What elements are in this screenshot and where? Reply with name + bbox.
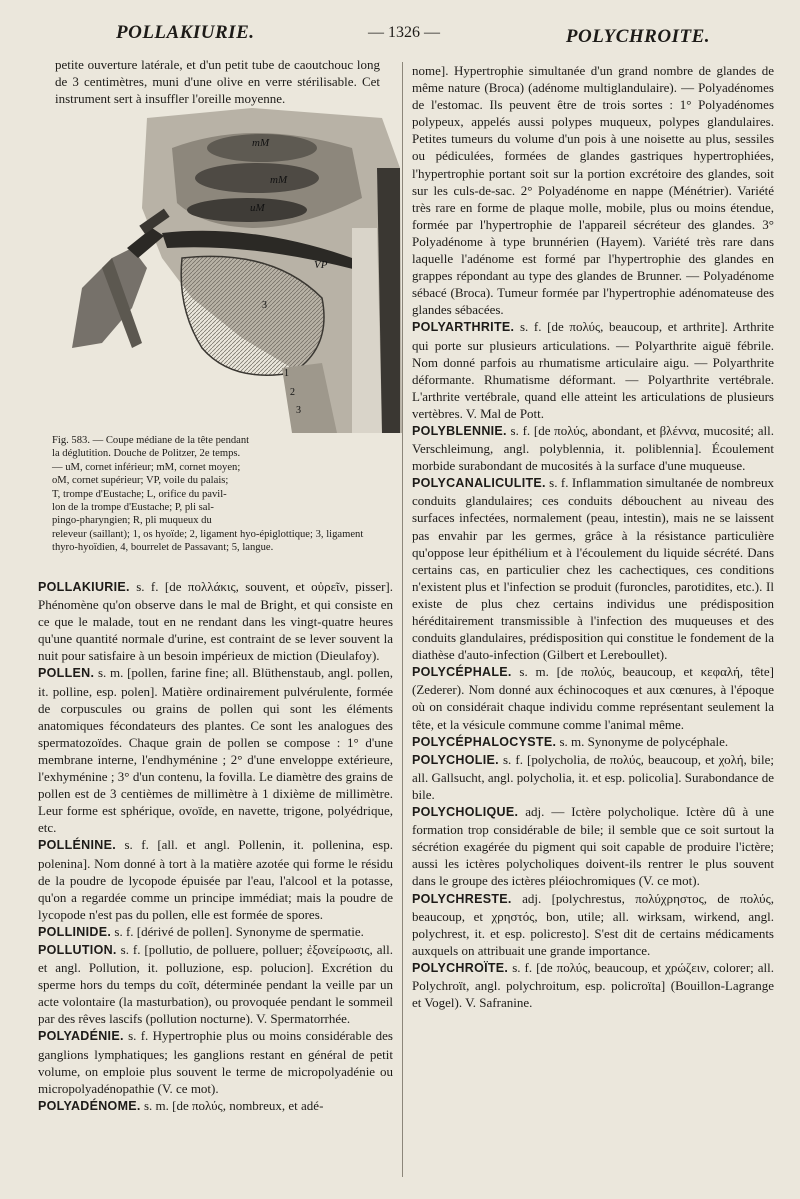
label-2: 2 (290, 387, 295, 398)
caption-line: — uM, cornet inférieur; mM, cornet moyen; (52, 461, 241, 473)
entry-headword: POLYCHOLIE. (412, 752, 499, 767)
entry-headword: POLYCÉPHALOCYSTE. (412, 734, 557, 749)
entry-definition: s. f. [de πολλάκις, souvent, et οὐρεῖν, pisser]. Phénomène qu'on observe dans le mal de Bright, et qui consiste en ce que le malade, tout en ne rendant dans les vingt-quatre heures qu'une quantité normale d'urine, est contraint de se lever souvent la nuit pour satisfaire à un besoin impérieux de miction (Dieulafoy). (38, 579, 393, 664)
entry-definition: s. m. [de πολύς, nombreux, et adé- (140, 1097, 324, 1113)
entry-headword: POLLAKIURIE. (38, 580, 130, 594)
dictionary-entry (412, 751, 774, 803)
entry-definition: s. f. [de πολύς, beaucoup, et χρώζειν, colorer; all. Polychroït, angl. polychroitum, esp. policroïta] (Bouillon-Lagrange et Vogel). V. Safranine. (412, 959, 774, 1011)
label-mM: mM (270, 174, 288, 186)
page-number: — 1326 — (368, 24, 440, 41)
entry-definition: s. m. [pollen, farine fine; all. Blüthenstaub, angl. pollen, it. polline, esp. polen]. Matière ordinairement pulvérulente, formée de corpuscules ou grains de pollen qui sont les éléments anatomiques fécondateurs des plantes. Ce sont les analogues des spermatozoïdes. Chaque grain de pollen se compose : 1° d'une membrane interne, l'endhyménine ; 2° d'une enveloppe extérieure, l'exhyménine ; 3° d'un contenu, la fovilla. Le diamètre des grains de pollen est de 3 centièmes de millimètre à 1 dixième de millimètre. Leur forme est sphérique, ovoïde, en navette, trigone, polyédrique, etc. (38, 665, 393, 836)
left-column (38, 578, 393, 1115)
dictionary-entry (412, 733, 774, 751)
caption-line: T, trompe d'Eustache; L, orifice du pavil- (52, 488, 227, 500)
dictionary-entry (412, 803, 774, 889)
entry-headword: POLYADÉNIE. (38, 1029, 124, 1044)
entry-definition: s. f. [all. et angl. Pollenin, it. pollenina, esp. polenina]. Nom donné à tort à la matière azotée qui forme le résidu de la poudre de lycopode épuisée par l'eau, l'alcool et la potasse, qu'on a regardée comme un principe immédiat; mais la poudre de lycopode n'est pas du pollen, elle est formée de spores. (38, 837, 393, 922)
dictionary-entry (38, 1027, 393, 1096)
caption-line: pingo-pharyngien; R, pli muqueux du (52, 515, 212, 527)
entry-definition: s. f. [polycholia, de πολύς, beaucoup, et χολή, bile; all. Gallsucht, angl. polycholia, it. et esp. policolia]. Surabondance de bile. (412, 751, 774, 802)
dictionary-entry (38, 941, 393, 1027)
label-1: 1 (284, 368, 289, 379)
dictionary-entry (412, 422, 774, 474)
entry-headword: POLLEN. (38, 666, 95, 681)
entry-definition: adj. — Ictère polycholique. Ictère dû à une formation trop considérable de bile; il semble que ce soit surtout la sécrétion exagérée du pigment qui soit capable de produire l'ictère; aussi les ictères polycholiques doivent-ils rentrer le plus souvent dans le groupe des ictères pléiochromiques (V. ce mot). (412, 804, 774, 889)
continued-paragraph: petite ouverture latérale, et d'un petit tube de caoutchouc long de 3 centimètres, muni d'une olive en verre stérilisable. Cet instrument sert à insuffler l'oreille moyenne. (55, 57, 380, 107)
entry-definition: s. m. Synonyme de polycéphale. (556, 733, 729, 749)
caption-line: releveur (saillant); 1, os hyoïde; 2, ligament hyo-épiglottique; 3, ligament (52, 528, 364, 540)
entry-headword: POLYADÉNOME. (38, 1098, 141, 1113)
label-3-tongue: 3 (262, 300, 267, 311)
caption-line: Fig. 583. — Coupe médiane de la tête pendant (52, 435, 250, 446)
entry-headword: POLLUTION. (38, 942, 117, 957)
dictionary-entry (412, 318, 774, 422)
left-column-top-text (55, 56, 380, 107)
running-head-right: POLYCHROITE. (565, 26, 710, 47)
dictionary-entry (38, 836, 393, 922)
entry-definition: s. f. Hypertrophie plus ou moins considérable des ganglions lymphatiques; les ganglions restant en général de petit volume, on emploie plus souvent le terme de micropolyadénie ou micropolyadénopathie (V. ce mot). (38, 1028, 393, 1096)
dictionary-entry (38, 664, 393, 836)
entry-definition: adj. [polychrestus, πολύχρηστος, de πολύς, beaucoup, et χρηστός, bon, utile; all. wirksam, wirkend, angl. polychrest, it. et esp. policresto]. S'est dit de certains médicaments auxquels on attribuait une grande importance. (412, 890, 774, 958)
caption-line: oM, cornet supérieur; VP, voile du palais; (52, 475, 229, 487)
entry-headword: POLYCHRESTE. (412, 891, 512, 906)
label-VP: VP (314, 259, 328, 271)
entry-definition: s. f. [dérivé de pollen]. Synonyme de spermatie. (111, 923, 364, 939)
dictionary-entry (38, 578, 393, 664)
dictionary-entry (412, 959, 774, 1011)
dictionary-entry (38, 1097, 393, 1115)
dictionary-entry-continued (412, 62, 774, 318)
entry-definition: s. f. [de πολύς, abondant, et βλέννα, mucosité; all. Verschleimung, angl. polyblennia, it. poliblennia]. Écoulement morbide surabondant de mucosités à la surface d'une muqueuse. (412, 422, 774, 474)
anatomical-figure (52, 108, 402, 573)
entry-definition: s. f. [pollutio, de polluere, polluer; ἐξονείρωσις, all. et angl. Pollution, it. polluzione, esp. polucion]. Excrétion du sperme hors du temps du coït, déterminée pendant la veille par un acte volontaire (la masturbation), ou provoquée pendant le sommeil par des rêves lascifs (pollution nocturne). V. Spermatorrhée. (38, 941, 393, 1027)
dictionary-entry (412, 474, 774, 663)
entry-definition: s. f. Inflammation simultanée de nombreux conduits glandulaires; ces conduits débouchent au niveau des surfaces infectées, normalement (peau, intestin), mais ne se laissent pas envahir par les germes, grâce à la résistance particulière qu'oppose leur épithélium et à l'écoulement du liquide sécrété. Dans certains cas, en particulier chez les cachectiques, ces conditions n'existent plus et l'infection se produit (furoncles, parotidites, etc.). Il existe de plus chez certains individus une prédisposition héréditairement transmissible à l'infection des muqueuses et des conduits glandulaires, prédisposition qui constitue le fondement de la diathèse d'auto-infection (Gilbert et Lereboullet). (412, 475, 774, 663)
entry-headword: POLYBLENNIE. (412, 423, 507, 438)
entry-headword: POLYCHOLIQUE. (412, 805, 519, 820)
entry-headword: POLYARTHRITE. (412, 320, 515, 335)
figure-caption (52, 434, 452, 555)
column-divider (402, 62, 403, 1177)
label-uM: uM (250, 202, 265, 214)
caption-line: la déglutition. Douche de Politzer, 2e temps. (52, 448, 241, 460)
entry-headword: POLLÉNINE. (38, 838, 117, 853)
dictionary-entry (412, 663, 774, 732)
entry-headword: POLYCANALICULITE. (412, 476, 546, 491)
entry-headword: POLLINIDE. (38, 924, 112, 939)
entry-headword: POLYCÉPHALE. (412, 665, 512, 680)
right-column (412, 62, 774, 1011)
label-mM-upper: mM (252, 137, 270, 149)
label-3: 3 (296, 405, 301, 416)
running-head (50, 18, 760, 48)
head-section-illustration (52, 108, 402, 433)
caption-line: lon de la trompe d'Eustache; P, pli sal- (52, 502, 214, 514)
dictionary-entry (38, 923, 393, 941)
entry-definition: s. m. [de πολύς, beaucoup, et κεφαλή, tête] (Zederer). Nom donné aux échinocoques et aux cœnures, à l'époque où on considérait chaque individu comme représentant seulement la tête, et la vésicule commune comme l'animal même. (412, 664, 774, 732)
entry-headword: POLYCHROÏTE. (412, 960, 509, 975)
caption-line: thyro-hyoïdien, 4, bourrelet de Passavant; 5, langue. (52, 542, 274, 554)
dictionary-entry (412, 890, 774, 959)
entry-definition: s. f. [de πολύς, beaucoup, et arthrite]. Arthrite qui porte sur plusieurs articulations. — Polyarthrite aiguë fébrile. Nom donné parfois au rhumatisme articulaire aigu. — Polyarthrite déformante. Rhumatisme déformant. — Polyarthrite vertébrale. L'arthrite vertébrale, quand elle atteint les articulations de plusieurs vertèbres. V. Mal de Pott. (412, 319, 774, 421)
running-head-left: POLLAKIURIE. (116, 22, 255, 43)
entry-definition: nome]. Hypertrophie simultanée d'un grand nombre de glandes de même nature (Broca) (adénome multiglandulaire). — Polyadénomes de l'estomac. Ils peuvent être de trois sortes : 1° Polyadénomes polypeux, appelés aussi polypes muqueux, polypes glandulaires. Petites tumeurs du volume d'un pois à une noisette au plus, sessiles ou pédiculées, formées de glandes gastriques hypertrophiées, l'hypertrophie portant soit sur la portion excrétoire des glandes, soit sur les culs-de-sac. 2° Polyadénome en nappe (Ménétrier). Variété très rare en forme de plaque molle, mobile, plus ou moins étendue, formée par l'hypertrophie de l'appareil sécréteur des glandes. 3° Polyadénome à type brunnérien (Hayem). Variété très rare dans laquelle l'adénome est formé par l'hypertrophie des glandes en grappes répondant au type des glandes de Brunner. — Polyadénome sébacé (Broca). Tumeur formée par l'hypertrophie adénomateuse des glandes sébacées. (412, 63, 774, 318)
